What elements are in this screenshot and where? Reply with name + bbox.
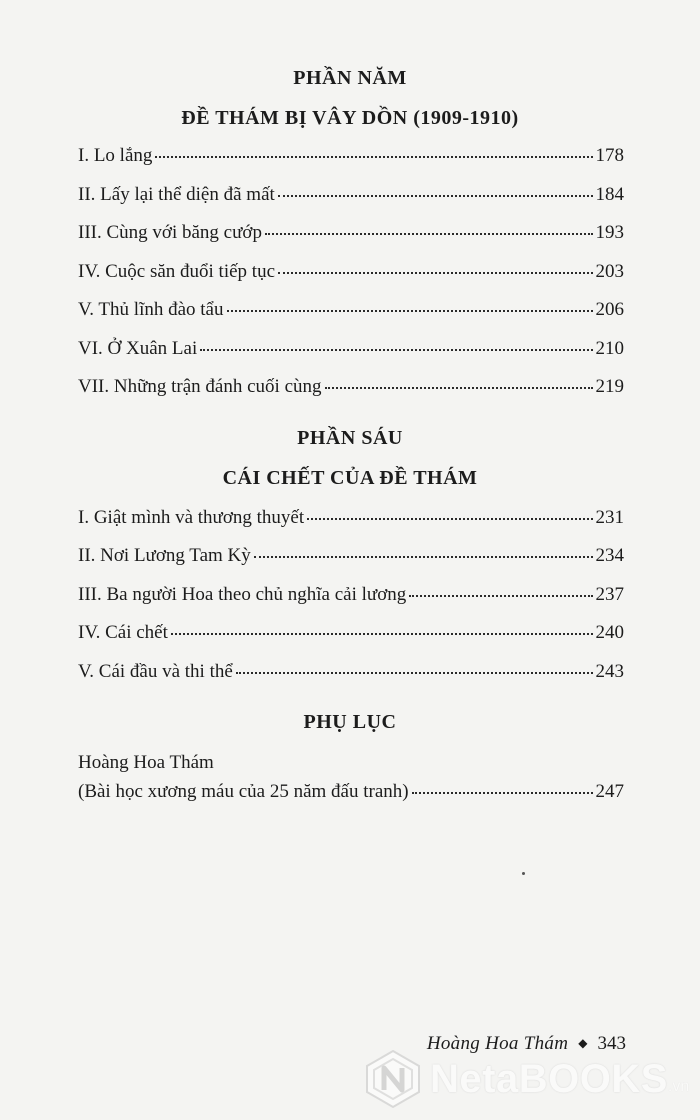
- toc-entry[interactable]: [78, 143, 624, 169]
- toc-entry-label: III. Ba người Hoa theo chủ nghĩa cải lương: [78, 584, 407, 605]
- toc-entry-label: I. Lo lắng: [78, 145, 153, 166]
- toc-entry[interactable]: [78, 259, 624, 285]
- toc-entry-label: VI. Ở Xuân Lai: [78, 338, 198, 359]
- part5-title: ĐỀ THÁM BỊ VÂY DỒN (1909-1910): [181, 107, 519, 129]
- toc-entry-label: II. Nơi Lương Tam Kỳ: [78, 545, 251, 566]
- footer-author: Hoàng Hoa Thám: [426, 1033, 569, 1054]
- toc-entry-page: 247: [595, 781, 624, 802]
- toc-entry[interactable]: [78, 659, 624, 685]
- netabooks-logo-icon: [362, 1048, 424, 1110]
- dot-leader: [265, 232, 593, 235]
- dot-leader: [200, 348, 592, 351]
- toc-entry-page: 178: [595, 145, 624, 166]
- toc-entry-label: V. Thủ lĩnh đào tẩu: [78, 299, 224, 320]
- toc-entry-label: II. Lấy lại thể diện đã mất: [78, 184, 275, 205]
- toc-entry-page: 243: [595, 661, 624, 682]
- toc-entry-page: 203: [595, 261, 624, 282]
- toc-entry-label: (Bài học xương máu của 25 năm đấu tranh): [78, 781, 409, 802]
- dot-leader: [278, 194, 593, 197]
- toc-entry[interactable]: [78, 336, 624, 362]
- dot-leader: [412, 791, 593, 794]
- dot-leader: [307, 517, 592, 520]
- dot-leader: [236, 671, 593, 674]
- toc-entry-label: IV. Cuộc săn đuổi tiếp tục: [78, 261, 276, 282]
- toc-entry-label: VII. Những trận đánh cuối cùng: [78, 376, 322, 397]
- dot-leader: [227, 309, 593, 312]
- print-speck: [522, 872, 525, 875]
- toc-entry[interactable]: [78, 505, 624, 531]
- toc-entry-page: 184: [595, 184, 624, 205]
- toc-entry[interactable]: [78, 374, 624, 400]
- diamond-icon: ◆: [578, 1036, 588, 1050]
- dot-leader: [155, 155, 592, 158]
- toc-entry-page: 206: [595, 299, 624, 320]
- appendix-line: Hoàng Hoa Thám: [78, 752, 214, 773]
- toc-entry[interactable]: [78, 543, 624, 569]
- dot-leader: [254, 555, 593, 558]
- toc-entry[interactable]: [78, 582, 624, 608]
- toc-entry-page: 231: [595, 507, 624, 528]
- toc-entry-label: IV. Cái chết: [78, 622, 168, 643]
- dot-leader: [409, 594, 592, 597]
- part5-heading: PHẦN NĂM: [293, 67, 407, 89]
- toc-entry-page: 237: [595, 584, 624, 605]
- watermark-brand: NetaBOOKS: [430, 1056, 668, 1101]
- watermark: [362, 1044, 698, 1114]
- appendix-heading: PHỤ LỤC: [303, 711, 397, 733]
- toc-entry-label: V. Cái đầu và thi thể: [78, 661, 233, 682]
- toc-entry[interactable]: [78, 620, 624, 646]
- dot-leader: [171, 632, 593, 635]
- toc-entry-page: 240: [595, 622, 624, 643]
- watermark-suffix: .vn: [667, 1078, 690, 1095]
- toc-entry-page: 219: [595, 376, 624, 397]
- part6-heading: PHẦN SÁU: [297, 427, 403, 449]
- dot-leader: [325, 386, 593, 389]
- toc-entry-page: 210: [595, 338, 624, 359]
- toc-entry[interactable]: [78, 182, 624, 208]
- toc-entry-page: 193: [595, 222, 624, 243]
- footer-page-number: 343: [597, 1033, 626, 1054]
- dot-leader: [278, 271, 592, 274]
- toc-entry-page: 234: [595, 545, 624, 566]
- toc-entry[interactable]: [78, 779, 624, 805]
- toc-entry-label: III. Cùng với băng cướp: [78, 222, 262, 243]
- part6-title: CÁI CHẾT CỦA ĐỀ THÁM: [222, 467, 478, 489]
- toc-entry[interactable]: [78, 220, 624, 246]
- toc-entry[interactable]: [78, 297, 624, 323]
- toc-entry-label: I. Giật mình và thương thuyết: [78, 507, 305, 528]
